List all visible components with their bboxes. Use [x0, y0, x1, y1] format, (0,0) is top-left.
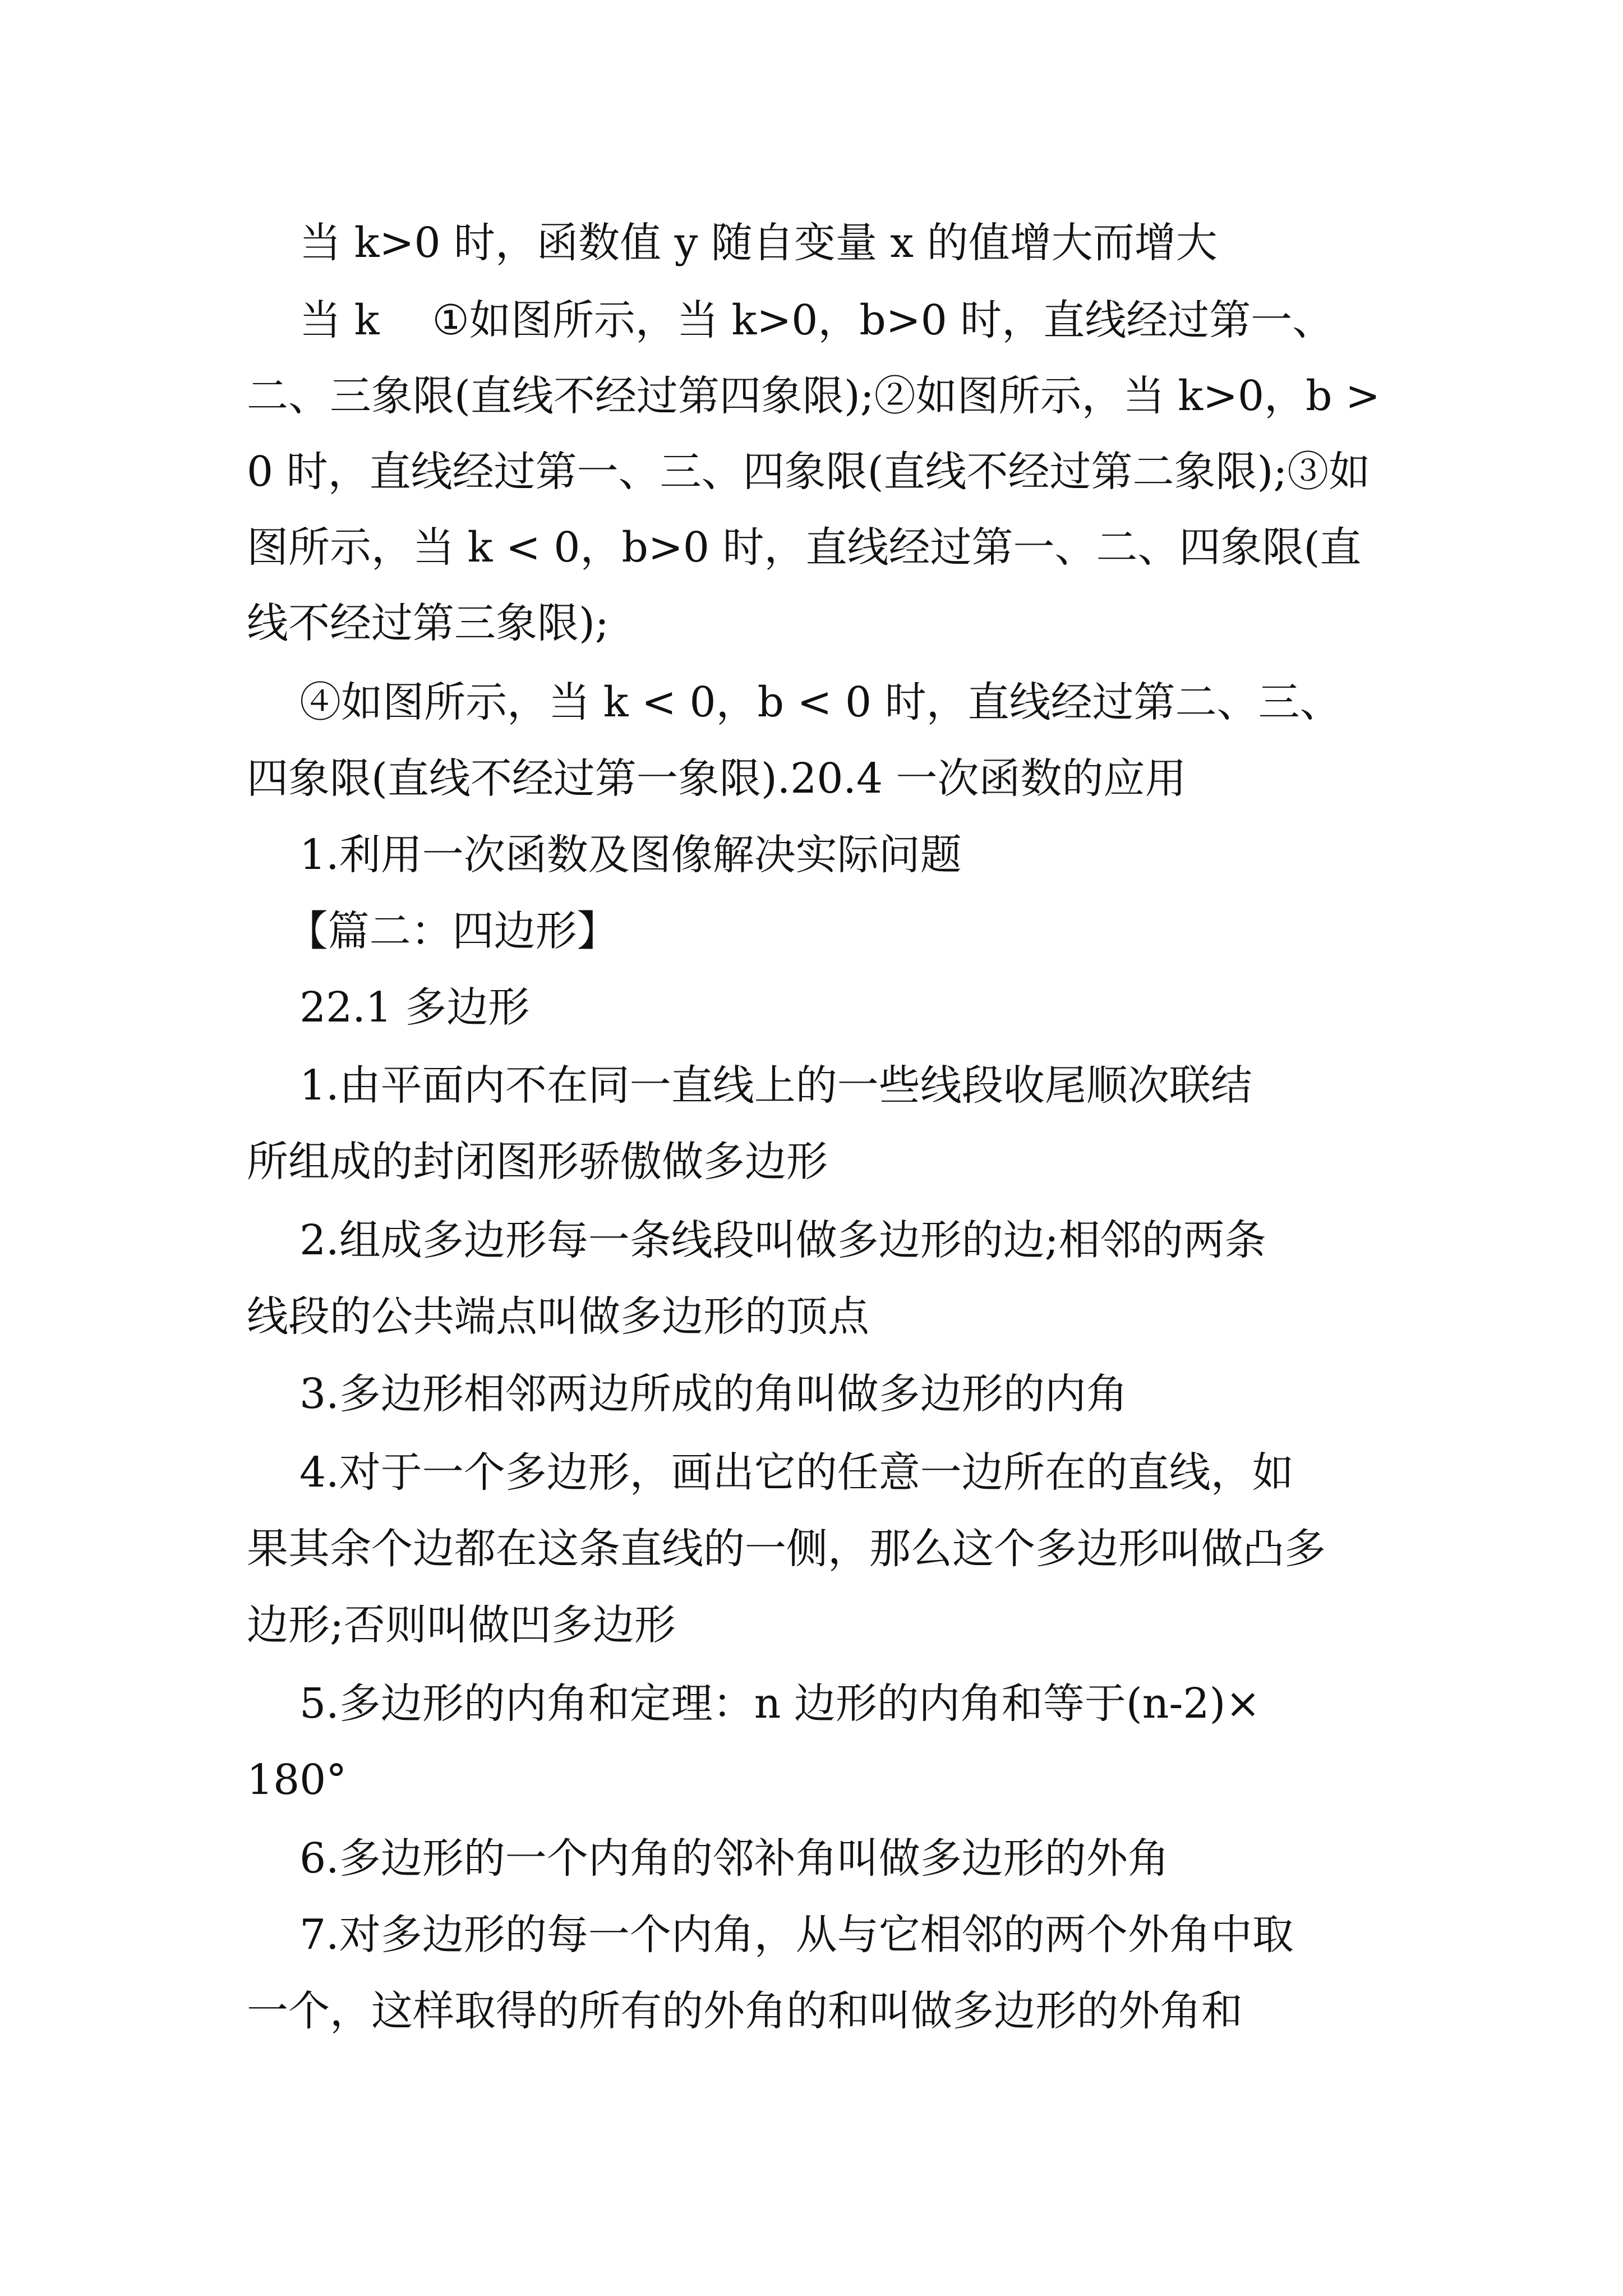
text-line: ④如图所示，当 k < 0，b < 0 时，直线经过第二、三、: [247, 678, 1341, 726]
text-line: 1.由平面内不在同一直线上的一些线段收尾顺次联结: [247, 1061, 1252, 1110]
text-line: 180°: [247, 1756, 347, 1804]
section-heading: 【篇二：四边形】: [247, 907, 619, 955]
text-line: 线段的公共端点叫做多边形的顶点: [247, 1292, 869, 1341]
text-line: 2.组成多边形每一条线段叫做多边形的边;相邻的两条: [247, 1216, 1266, 1264]
text-line: 4.对于一个多边形，画出它的任意一边所在的直线，如: [247, 1448, 1294, 1497]
text-line: 6.多边形的一个内角的邻补角叫做多边形的外角: [247, 1834, 1169, 1883]
text-line: 当 k ①如图所示，当 k>0，b>0 时，直线经过第一、: [247, 296, 1334, 344]
text-line: 0 时，直线经过第一、三、四象限(直线不经过第二象限);③如: [247, 448, 1371, 496]
text-line: 线不经过第三象限);: [247, 599, 609, 647]
subsection-heading: 22.1 多边形: [247, 983, 530, 1032]
text-line: 当 k>0 时，函数值 y 随自变量 x 的值增大而增大: [247, 219, 1218, 267]
text-line: 边形;否则叫做凹多边形: [247, 1601, 676, 1649]
text-line: 5.多边形的内角和定理：n 边形的内角和等于(n-2)×: [247, 1680, 1261, 1728]
text-line: 7.对多边形的每一个内角，从与它相邻的两个外角中取: [247, 1911, 1294, 1959]
text-line: 3.多边形相邻两边所成的角叫做多边形的内角: [247, 1370, 1128, 1418]
text-line: 图所示，当 k < 0，b>0 时，直线经过第一、二、四象限(直: [247, 523, 1362, 572]
text-line: 所组成的封闭图形骄傲做多边形: [247, 1138, 828, 1186]
text-line: 果其余个边都在这条直线的一侧，那么这个多边形叫做凸多: [247, 1525, 1326, 1573]
text-line: 四象限(直线不经过第一象限).20.4 一次函数的应用: [247, 754, 1187, 803]
text-line: 二、三象限(直线不经过第四象限);②如图所示，当 k>0，b >: [247, 372, 1381, 420]
text-line: 一个，这样取得的所有的外角的和叫做多边形的外角和: [247, 1987, 1243, 2035]
text-line: 1.利用一次函数及图像解决实际问题: [247, 831, 962, 879]
